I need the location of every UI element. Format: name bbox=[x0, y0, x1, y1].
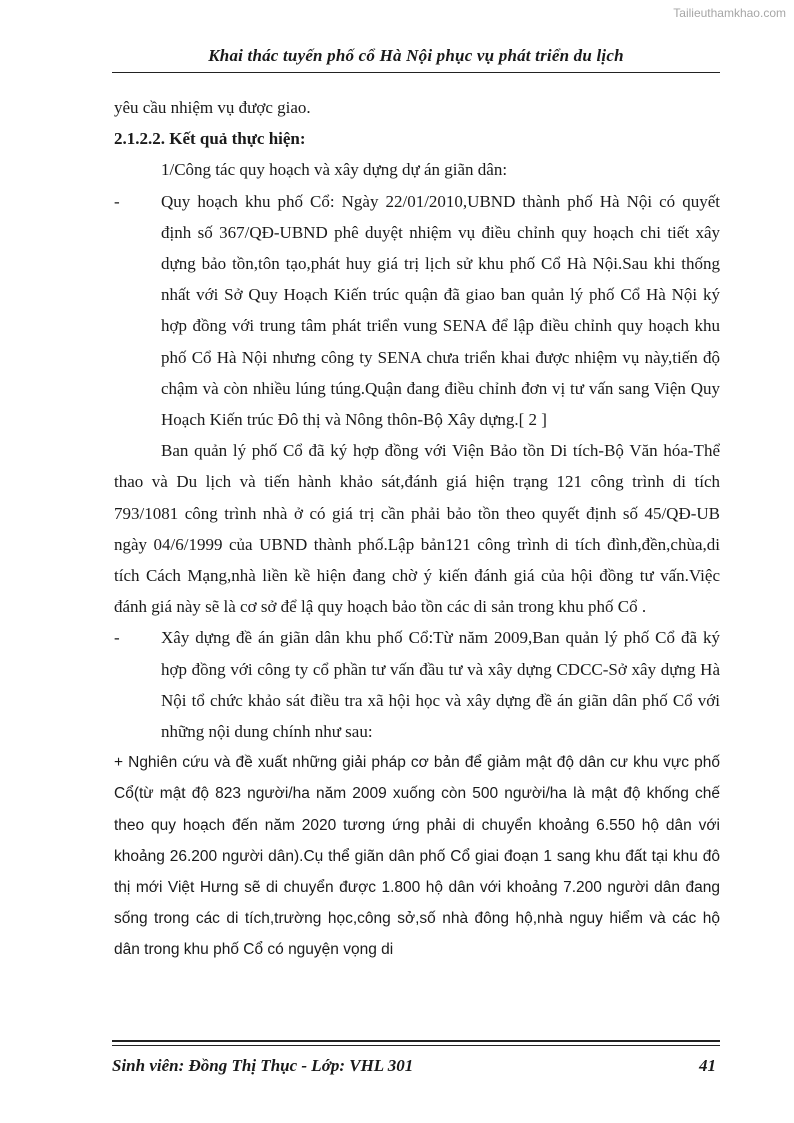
subheading-paragraph: 1/Công tác quy hoạch và xây dựng dự án giãn dân: bbox=[161, 160, 508, 180]
section-heading: 2.1.2.2. Kết quả thực hiện: bbox=[114, 129, 306, 149]
header-divider bbox=[112, 72, 720, 73]
running-header: Khai thác tuyến phố cổ Hà Nội phục vụ phát triển du lịch bbox=[208, 46, 624, 65]
dash-bullet: - bbox=[114, 191, 120, 211]
dash-paragraph-relocation bbox=[114, 622, 720, 747]
paragraph-text: Xây dựng đề án giãn dân khu phố Cổ:Từ năm 2009,Ban quản lý phố Cổ đã ký hợp đồng với công ty cổ phần tư vấn đầu tư và xây dựng CDCC-Sở xây dựng Hà Nội tổ chức khảo sát điều tra xã hội học và xây dựng đề án giãn dân phố Cổ với những nội dung chính như sau: bbox=[161, 628, 720, 742]
paragraph-continuation: yêu cầu nhiệm vụ được giao. bbox=[114, 98, 311, 117]
paragraph-conservation: Ban quản lý phố Cổ đã ký hợp đồng với Viện Bảo tồn Di tích-Bộ Văn hóa-Thể thao và Du lịch và tiến hành khảo sát,đánh giá hiện trạng 121 công trình di tích 793/1081 công trình nhà ở có giá trị cần phải bảo tồn theo quyết định số 45/QĐ-UB ngày 04/6/1999 của UBND thành phố.Lập bản121 công trình di tích đình,đền,chùa,di tích Cách Mạng,nhà liền kề hiện đang chờ ý kiến đánh giá của hội đồng tư vấn.Việc đánh giá này sẽ là cơ sở để lậ quy hoạch bảo tồn các di sản trong khu phố Cổ . bbox=[114, 441, 720, 617]
watermark: Tailieuthamkhao.com bbox=[673, 6, 786, 20]
dash-paragraph-planning bbox=[114, 186, 720, 436]
footer-author: Sinh viên: Đồng Thị Thục - Lớp: VHL 301 bbox=[112, 1056, 414, 1075]
footer-divider-thin bbox=[112, 1045, 720, 1046]
page-body bbox=[114, 92, 720, 966]
paragraph-text: Quy hoạch khu phố Cổ: Ngày 22/01/2010,UBND thành phố Hà Nội có quyết định số 367/QĐ-UBND phê duyệt nhiệm vụ điều chỉnh quy hoạch chi tiết xây dựng bảo tồn,tôn tạo,phát huy giá trị lịch sử khu phố Cổ Hà Nội.Sau khi thống nhất với Sở Quy Hoạch Kiến trúc quận đã giao ban quản lý phố Cổ Hà Nội ký hợp đồng với trung tâm phát triển vung SENA để lập điều chỉnh quy hoạch khu phố Cổ Hà Nội nhưng công ty SENA chưa triển khai được nhiệm vụ này,tiến độ chậm và còn nhiều lúng túng.Quận đang điều chỉnh đơn vị tư vấn sang Viện Quy Hoạch Kiến trúc Đô thị và Nông thôn-Bộ Xây dựng.[ 2 ] bbox=[161, 191, 720, 430]
page-number: 41 bbox=[699, 1056, 716, 1075]
dash-bullet: - bbox=[114, 628, 120, 648]
footer-divider-thick bbox=[112, 1040, 720, 1042]
plus-paragraph: + Nghiên cứu và đề xuất những giải pháp cơ bản để giảm mật độ dân cư khu vực phố Cổ(từ mật độ 823 người/ha năm 2009 xuống còn 500 người/ha là mật độ khống chế theo quy hoạch đến năm 2020 tương ứng phải di chuyển khoảng 6.550 hộ dân với khoảng 26.200 người dân).Cụ thể giãn dân phố Cổ giai đoạn 1 sang khu đất tại khu đô thị mới Việt Hưng sẽ di chuyển được 1.800 hộ dân với khoảng 7.200 người dân đang sống trong các di tích,trường học,công sở,số nhà đông hộ,nhà nguy hiểm và các hộ dân trong khu phố Cổ có nguyện vọng di bbox=[114, 754, 720, 959]
